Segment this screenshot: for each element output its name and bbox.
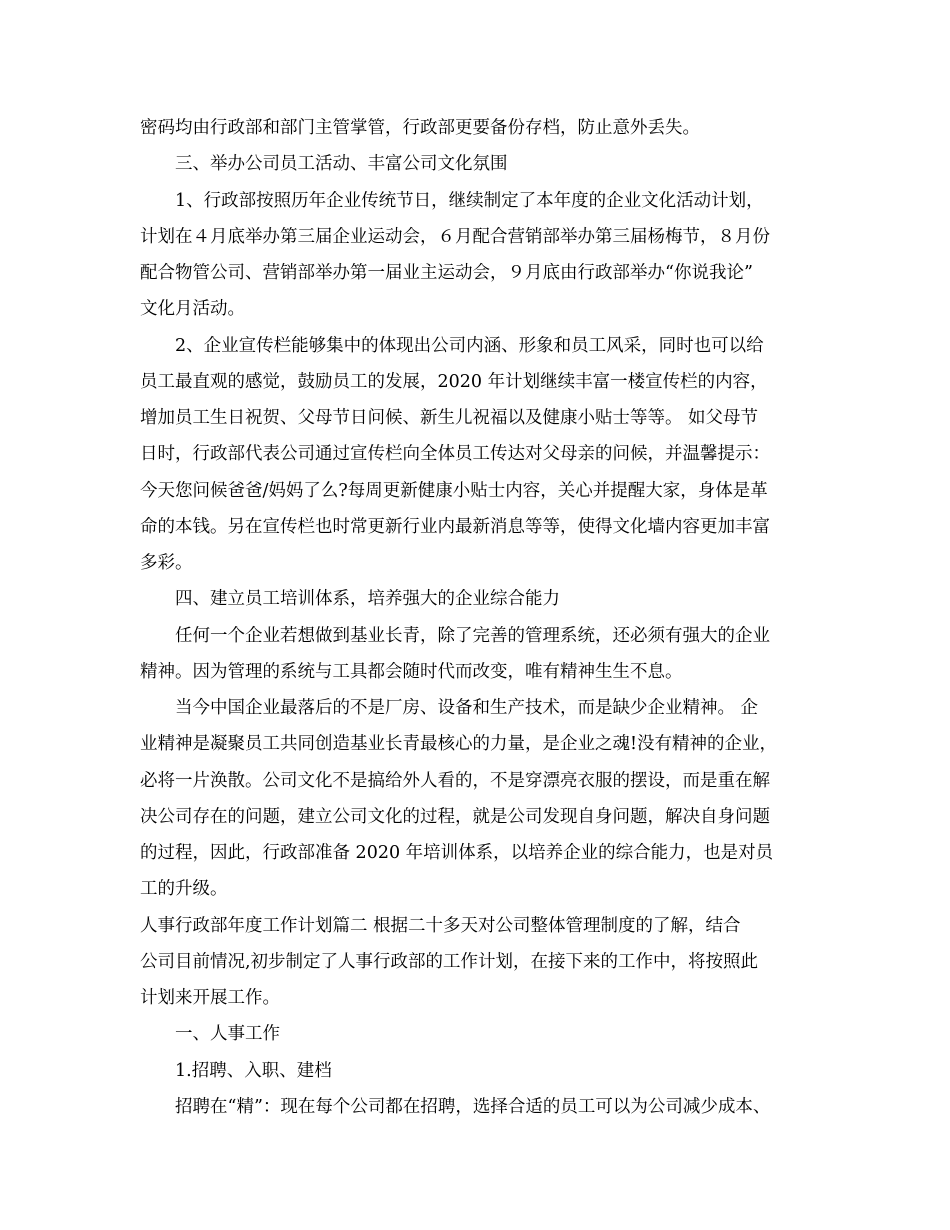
paragraph-line: 员工最直观的感觉，鼓励员工的发展，2020 年计划继续丰富一楼宣传栏的内容， — [140, 372, 768, 392]
paragraph-line: 计划在４月底举办第三届企业运动会，６月配合营销部举办第三届杨梅节，８月份 — [140, 227, 770, 247]
paragraph-line: 今天您问候爸爸/妈妈了么?每周更新健康小贴士内容，关心并提醒大家，身体是革 — [140, 481, 768, 501]
paragraph-line: 业精神是凝聚员工共同创造基业长青最核心的力量，是企业之魂!没有精神的企业， — [140, 734, 778, 754]
paragraph-line: 命的本钱。另在宣传栏也时常更新行业内最新消息等等，使得文化墙内容更加丰富 — [140, 517, 770, 537]
paragraph-line: 的过程，因此，行政部准备 2020 年培训体系，以培养企业的综合能力，也是对员 — [140, 843, 774, 863]
paragraph-line: 1、行政部按照历年企业传统节日，继续制定了本年度的企业文化活动计划， — [175, 191, 764, 211]
section-heading: 三、举办公司员工活动、丰富公司文化氛围 — [175, 154, 508, 174]
paragraph-line: 当今中国企业最落后的不是厂房、设备和生产技术，而是缺少企业精神。 企 — [175, 698, 759, 718]
paragraph-line: 工的升级。 — [140, 879, 228, 899]
paragraph-line: 精神。因为管理的系统与工具都会随时代而改变，唯有精神生生不息。 — [140, 662, 683, 682]
paragraph-line: 多彩。 — [140, 553, 193, 573]
paragraph-line: 配合物管公司、营销部举办第一届业主运动会，９月底由行政部举办“你说我论” — [140, 263, 753, 283]
paragraph-line: 日时，行政部代表公司通过宣传栏向全体员工传达对父母亲的问候，并温馨提示： — [140, 444, 770, 464]
paragraph-line: 决公司存在的问题，建立公司文化的过程，就是公司发现自身问题，解决自身问题 — [140, 807, 770, 827]
paragraph-line: 文化月活动。 — [140, 299, 245, 319]
paragraph-line: 任何一个企业若想做到基业长青，除了完善的管理系统，还必须有强大的企业 — [175, 626, 770, 646]
paragraph-line: 公司目前情况,初步制定了人事行政部的工作计划，在接下来的工作中，将按照此 — [140, 952, 759, 972]
paragraph-line: 2、企业宣传栏能够集中的体现出公司内涵、形象和员工风采，同时也可以给 — [175, 336, 764, 356]
paragraph-line: 计划来开展工作。 — [140, 988, 280, 1008]
paragraph-line: 必将一片涣散。公司文化不是搞给外人看的，不是穿漂亮衣服的摆设，而是重在解 — [140, 771, 770, 791]
paragraph-line: 增加员工生日祝贺、父母节日问候、新生儿祝福以及健康小贴士等等。 如父母节 — [140, 408, 759, 428]
article-title-line: 人事行政部年度工作计划篇二 根据二十多天对公司整体管理制度的了解，结合 — [140, 916, 741, 936]
paragraph-line: 招聘在“精”：现在每个公司都在招聘，选择合适的员工可以为公司减少成本、 — [175, 1097, 771, 1117]
section-heading: 四、建立员工培训体系，培养强大的企业综合能力 — [175, 589, 560, 609]
section-heading: 一、人事工作 — [175, 1024, 280, 1044]
subsection-heading: 1.招聘、入职、建档 — [175, 1061, 332, 1081]
paragraph-line: 密码均由行政部和部门主管掌管，行政部更要备份存档，防止意外丢失。 — [140, 118, 700, 138]
